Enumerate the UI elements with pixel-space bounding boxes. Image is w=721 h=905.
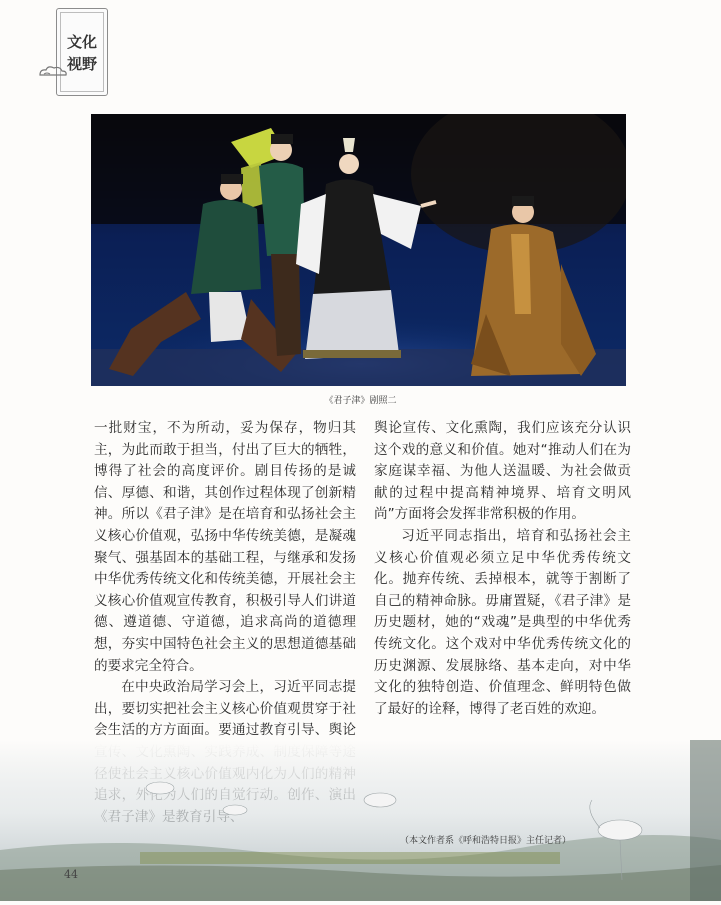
section-title: 文化 视野 xyxy=(66,33,97,73)
paragraph: 一批财宝，不为所动，妥为保存，物归其主，为此而敢于担当，付出了巨大的牺牲，博得了社会的高度评价。剧目传扬的是诚信、厚德、和谐，其创作过程体现了创新精神。所以《君子津》是在培育和弘扬社会主义核心价值观，弘扬中华传统美德，是凝魂聚气、强基固本的基础工程，与继承和发扬中华优秀传统文化和传统美德，开展社会主义核心价值观宣传教育，积极引导人们讲道德、遵道德、守道德，追求高尚的道德理想，夯实中国特色社会主义的思想道德基础的要求完全符合。 xyxy=(94,420,356,674)
photo-caption: 《君子津》剧照二 xyxy=(324,396,397,406)
paragraph: 习近平同志指出，培育和弘扬社会主义核心价值观必须立足中华优秀传统文化。抛弃传统、丢掉根本，就等于割断了自己的精神命脉。毋庸置疑，《君子津》是历史题材，她的“戏魂”是典型的中华优秀传统文化。这个戏对中华优秀传统文化的历史渊源、发展脉络、基本走向，对中华文化的独特创造、价值理念、鲜明特色做了最好的诠释，博得了老百姓的欢迎。 xyxy=(374,527,631,717)
right-column xyxy=(374,418,631,720)
stage-photo xyxy=(91,114,626,386)
paragraph: 舆论宣传、文化熏陶，我们应该充分认识这个戏的意义和价值。她对“推动人们在为家庭谋幸福、为他人送温暖、为社会做贡献的过程中提高精神境界、培育文明风尚”方面将会发挥非常积极的作用。 xyxy=(374,420,631,523)
author-note: （本文作者系《呼和浩特日报》主任记者） xyxy=(400,836,572,846)
cloud-ornament-icon xyxy=(38,64,68,83)
page-number: 44 xyxy=(64,868,78,881)
paragraph: 在中央政治局学习会上，习近平同志提出，要切实把社会主义核心价值观贯穿于社会生活的方方面面。要通过教育引导、舆论 xyxy=(94,679,356,739)
footer-wetland-image xyxy=(0,740,721,901)
